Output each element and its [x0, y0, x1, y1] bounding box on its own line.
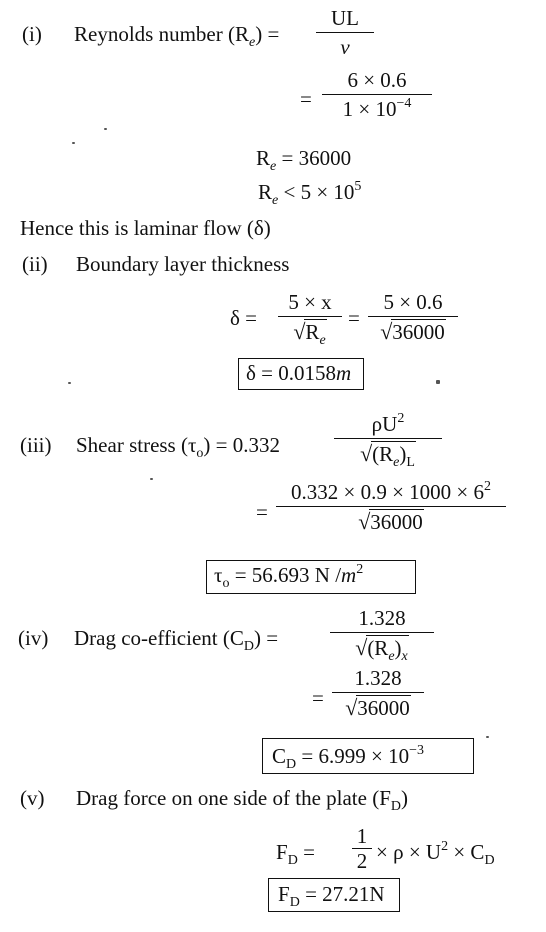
- delta-formula-numerator: 5 × x: [278, 290, 342, 317]
- drag-force-result: $F_D = 27.21N$: [278, 882, 385, 910]
- drag-coeff-formula-denominator: $√(R_e)_x$: [355, 635, 408, 664]
- shear-formula-fraction: [334, 411, 442, 470]
- laminar-flow-statement: Hence this is laminar flow (δ): [20, 216, 271, 240]
- delta-equals: δ =: [230, 306, 257, 330]
- re-substitution-fraction: [322, 68, 432, 121]
- drag-coeff-substitution-equals: =: [312, 686, 324, 710]
- drag-coeff-result: $C_D = 6.999 \times 10^{-3}$: [272, 743, 424, 772]
- half-fraction: [352, 824, 372, 873]
- part-i-title: Reynolds number $(R_e)$ =: [74, 22, 280, 50]
- part-iv-title: Drag co-efficient $(C_D)$ =: [74, 626, 279, 654]
- part-v-title: Drag force on one side of the plate $(F_D)$: [76, 786, 409, 814]
- drag-force-rhs: × $\rho \times U^2 \times C_D$: [376, 839, 495, 868]
- delta-substitution-numerator: 5 × 0.6: [368, 290, 458, 317]
- half-numerator: 1: [352, 824, 372, 849]
- delta-substitution-fraction: [368, 290, 458, 344]
- part-iv-label: (iv): [18, 626, 49, 650]
- shear-formula-numerator: $\rho U^2$: [334, 412, 442, 439]
- scan-speck: [436, 380, 440, 384]
- part-iii-label: (iii): [20, 433, 52, 457]
- re-substitution-equals: =: [300, 87, 312, 111]
- part-iii-title: Shear stress $(\tau_o) = 0.332$: [76, 433, 281, 461]
- drag-coeff-formula-fraction: [330, 606, 434, 664]
- scan-speck: [486, 736, 489, 738]
- re-formula-fraction: [316, 6, 374, 59]
- shear-substitution-numerator: $0.332 \times 0.9 \times 1000 \times 6^2$: [276, 480, 506, 507]
- re-substitution-numerator: 6 × 0.6: [322, 68, 432, 95]
- re-formula-numerator: UL: [316, 6, 374, 33]
- re-formula-denominator: v: [340, 35, 350, 59]
- shear-substitution-denominator: √36000: [358, 509, 423, 534]
- scan-speck: [72, 142, 75, 144]
- delta-substitution-denominator: √36000: [380, 319, 445, 344]
- shear-result: $\tau_o = 56.693$ N $/m^2$: [214, 562, 364, 591]
- scan-speck: [150, 478, 153, 480]
- re-substitution-denominator: $1 \times 10^{-4}$: [342, 96, 412, 121]
- drag-coeff-substitution-denominator: √36000: [345, 695, 410, 720]
- part-i-label: (i): [22, 22, 42, 46]
- part-ii-title: Boundary layer thickness: [76, 252, 290, 276]
- drag-coeff-substitution-fraction: [332, 666, 424, 720]
- scan-speck: [68, 382, 71, 384]
- drag-coeff-formula-numerator: 1.328: [330, 606, 434, 633]
- part-ii-label: (ii): [22, 252, 48, 276]
- shear-formula-denominator: $√(R_e)_L$: [360, 441, 415, 470]
- scan-speck: [104, 128, 107, 130]
- drag-coeff-substitution-numerator: 1.328: [332, 666, 424, 693]
- half-denominator: 2: [356, 849, 368, 873]
- drag-force-lhs: $F_D$ =: [276, 840, 315, 868]
- delta-second-equals: =: [348, 306, 360, 330]
- re-value-line: $R_e = 36000$: [256, 146, 352, 174]
- part-v-label: (v): [20, 786, 45, 810]
- delta-result: δ = 0.0158m: [246, 361, 352, 385]
- shear-substitution-fraction: [276, 480, 506, 534]
- delta-formula-fraction: [278, 290, 342, 348]
- re-comparison-line: $R_e < 5 \times 10^5$: [258, 179, 362, 208]
- delta-formula-denominator: $√R_e$: [293, 319, 326, 348]
- shear-substitution-equals: =: [256, 500, 268, 524]
